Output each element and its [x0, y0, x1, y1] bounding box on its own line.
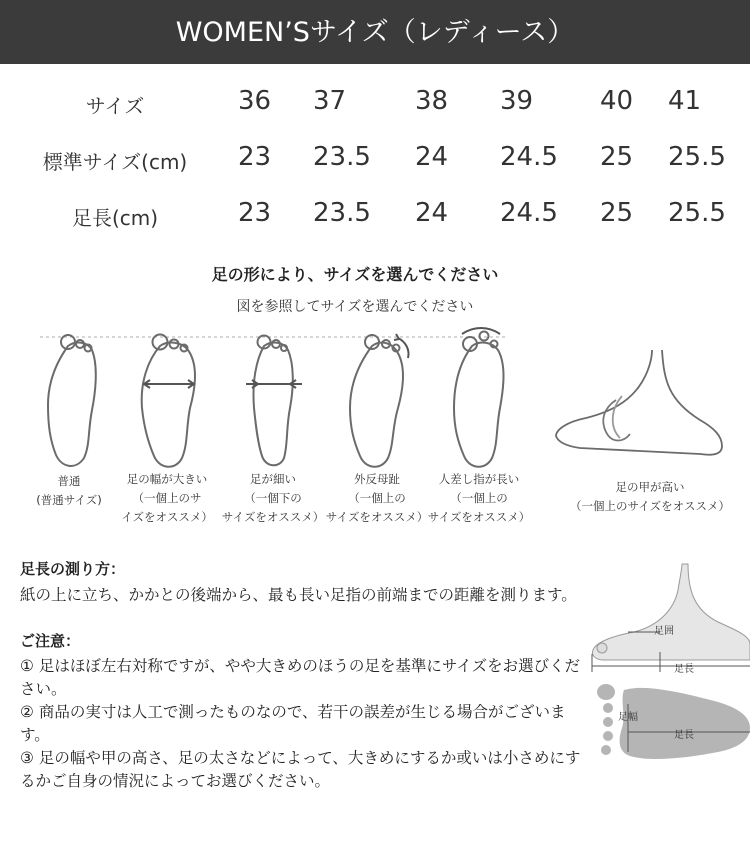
- row-label: サイズ: [85, 94, 145, 118]
- size-cell: 25: [600, 142, 634, 172]
- note-item: ② 商品の実寸は人工で測ったものなので、若干の誤差が生じる場合がございます。: [20, 703, 566, 744]
- foot-narrow-icon: [246, 336, 302, 466]
- size-cell: 41: [668, 86, 702, 116]
- size-cell: 37: [313, 86, 347, 116]
- foot-long-toe-icon: [454, 328, 504, 467]
- foot-shape-panel: [0, 320, 750, 550]
- notes-title: ご注意：: [20, 632, 81, 650]
- toe-tip: [597, 643, 607, 653]
- foot-caption-long-toe: [424, 470, 534, 527]
- caption-line: イズをオススメ）: [121, 510, 213, 524]
- size-cell: 23.5: [313, 142, 371, 172]
- caption-line: 足の甲が高い: [615, 480, 685, 494]
- note-item: ① 足はほぼ左右対称ですが、やや大きめのほうの足を基準にサイズをお選びください。: [20, 657, 581, 698]
- caption-line: （一個上のサイズをオススメ）: [570, 499, 730, 513]
- caption-line: 人差し指が長い: [438, 472, 520, 486]
- caption-line: サイズをオススメ）: [427, 510, 531, 524]
- foot-caption-bunion: [322, 470, 432, 527]
- row-label: 標準サイズ(cm): [42, 150, 188, 174]
- size-row: [0, 82, 750, 122]
- measure-body: 紙の上に立ち、かかとの後端から、最も長い足指の前端までの距離を測ります。: [20, 586, 577, 604]
- caption-line: （一個上の: [348, 491, 406, 505]
- length-label: 足長: [674, 664, 694, 675]
- caption-line: サイズをオススメ）: [325, 510, 429, 524]
- foot-caption-normal: [14, 472, 124, 510]
- size-cell: 25.5: [668, 198, 726, 228]
- foot-caption-wide: [112, 470, 222, 527]
- foot-measure-illustration: [588, 560, 750, 800]
- caption-line: （一個上の: [450, 491, 508, 505]
- size-cell: 40: [600, 86, 634, 116]
- size-cell: 25.5: [668, 142, 726, 172]
- size-cell: 24.5: [500, 198, 558, 228]
- caption-line: 外反母趾: [354, 472, 400, 486]
- size-cell: 24.5: [500, 142, 558, 172]
- foot-measure-diagram: [588, 560, 750, 800]
- size-cell: 23: [238, 198, 272, 228]
- width-label-top: 足幅: [618, 712, 638, 723]
- foot-shape-note: 図を参照してサイズを選んでください: [236, 299, 474, 315]
- note-item: ③ 足の幅や甲の高さ、足の太さなどによって、大きめにするか或いは小さめにするかご自身の情況によってお選びください。: [20, 749, 581, 790]
- girth-label: 足囲: [654, 626, 674, 637]
- size-cell: 38: [415, 86, 449, 116]
- caption-line: （一個上のサ: [132, 491, 202, 505]
- size-cell: 23: [238, 142, 272, 172]
- foot-shape-title: 足の形により、サイズを選んでください: [211, 265, 499, 284]
- size-cell: 25: [600, 198, 634, 228]
- foot-caption-high-instep: [560, 478, 740, 516]
- caption-line: (普通サイズ): [36, 493, 102, 507]
- size-cell: 24: [415, 198, 449, 228]
- size-cell: 39: [500, 86, 534, 116]
- size-cell: 36: [238, 86, 272, 116]
- caption-line: サイズをオススメ）: [221, 510, 325, 524]
- caption-line: 足が細い: [250, 472, 296, 486]
- length-label-2: 足長: [674, 730, 694, 741]
- page-header: [0, 0, 750, 64]
- foot-bunion-icon: [350, 334, 409, 467]
- foot-high-instep-icon: [556, 350, 722, 455]
- foot-length-row: [0, 194, 750, 234]
- caption-line: 足の幅が大きい: [126, 472, 208, 486]
- size-cell: 23.5: [313, 198, 371, 228]
- foot-normal-icon: [48, 335, 96, 466]
- size-cell: 24: [415, 142, 449, 172]
- standard-size-row: [0, 138, 750, 178]
- page-title: WOMEN’Sサイズ（レディース）: [175, 17, 575, 48]
- row-label: 足長(cm): [71, 206, 159, 230]
- caption-line: 普通: [57, 474, 81, 488]
- side-foot-shape: [592, 564, 750, 660]
- measure-title: 足長の測り方：: [20, 560, 126, 578]
- caption-line: （一個下の: [244, 491, 302, 505]
- foot-wide-icon: [142, 335, 195, 467]
- foot-caption-narrow: [218, 470, 328, 527]
- notes-body: [20, 655, 585, 793]
